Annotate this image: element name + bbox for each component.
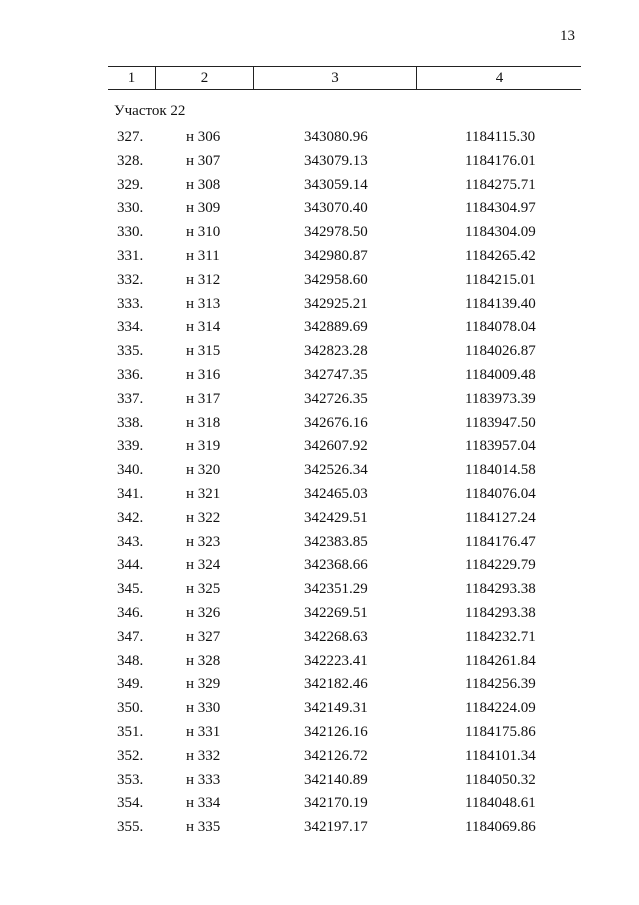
row-number: 328. bbox=[117, 152, 144, 169]
row-number: 344. bbox=[117, 557, 144, 574]
point-id: н 315 bbox=[186, 343, 221, 360]
coord-x: 342149.31 bbox=[304, 700, 368, 717]
coord-y: 1184304.09 bbox=[465, 224, 536, 241]
point-id: н 317 bbox=[186, 390, 221, 407]
row-number: 355. bbox=[117, 819, 144, 836]
table-row bbox=[0, 245, 639, 269]
coord-x: 342925.21 bbox=[304, 295, 368, 312]
coord-x: 342383.85 bbox=[304, 533, 368, 550]
coord-x: 342980.87 bbox=[304, 247, 368, 264]
table-row bbox=[0, 340, 639, 364]
page-number: 13 bbox=[560, 28, 575, 44]
coord-y: 1184076.04 bbox=[465, 485, 536, 502]
header-col-2: 2 bbox=[155, 67, 253, 89]
point-id: н 306 bbox=[186, 129, 221, 145]
table-row bbox=[0, 316, 639, 340]
point-id: н 313 bbox=[186, 295, 221, 312]
coord-x: 342526.34 bbox=[304, 462, 368, 479]
coord-y: 1184139.40 bbox=[465, 295, 536, 312]
row-number: 331. bbox=[117, 247, 144, 264]
table-row bbox=[0, 554, 639, 578]
coord-y: 1183957.04 bbox=[465, 438, 536, 455]
coord-y: 1184050.32 bbox=[465, 771, 536, 788]
coord-x: 342429.51 bbox=[304, 509, 368, 526]
table-row bbox=[0, 745, 639, 769]
point-id: н 333 bbox=[186, 771, 221, 788]
point-id: н 320 bbox=[186, 462, 221, 479]
point-id: н 314 bbox=[186, 319, 221, 336]
coord-x: 342747.35 bbox=[304, 366, 368, 383]
table-row bbox=[0, 531, 639, 555]
table-row bbox=[0, 435, 639, 459]
coord-y: 1184175.86 bbox=[465, 723, 536, 740]
row-number: 347. bbox=[117, 628, 144, 645]
row-number: 333. bbox=[117, 295, 144, 312]
coord-y: 1184009.48 bbox=[465, 366, 536, 383]
row-number: 329. bbox=[117, 176, 144, 193]
table-row bbox=[0, 507, 639, 531]
coord-y: 1184256.39 bbox=[465, 676, 536, 693]
row-number: 335. bbox=[117, 343, 144, 360]
table-row bbox=[0, 578, 639, 602]
row-number: 342. bbox=[117, 509, 144, 526]
point-id: н 328 bbox=[186, 652, 221, 669]
table-row bbox=[0, 792, 639, 816]
coord-y: 1183947.50 bbox=[465, 414, 536, 431]
row-number: 346. bbox=[117, 604, 144, 621]
coord-y: 1184026.87 bbox=[465, 343, 536, 360]
table-row bbox=[0, 673, 639, 697]
coord-y: 1184215.01 bbox=[465, 271, 536, 288]
coord-y: 1184293.38 bbox=[465, 581, 536, 598]
table-row bbox=[0, 412, 639, 436]
row-number: 336. bbox=[117, 366, 144, 383]
coordinate-table-body bbox=[0, 126, 639, 840]
coord-x: 342126.72 bbox=[304, 747, 368, 764]
table-header bbox=[108, 66, 581, 90]
row-number: 352. bbox=[117, 747, 144, 764]
table-row bbox=[0, 769, 639, 793]
coord-x: 342726.35 bbox=[304, 390, 368, 407]
table-row bbox=[0, 126, 639, 150]
row-number: 332. bbox=[117, 271, 144, 288]
coord-y: 1184261.84 bbox=[465, 652, 536, 669]
header-col-1: 1 bbox=[127, 70, 136, 86]
table-row bbox=[0, 602, 639, 626]
coord-x: 343059.14 bbox=[304, 176, 368, 193]
table-row bbox=[0, 697, 639, 721]
table-row bbox=[0, 650, 639, 674]
header-col-3: 3 bbox=[253, 67, 416, 89]
table-row bbox=[0, 388, 639, 412]
coord-y: 1184293.38 bbox=[465, 604, 536, 621]
point-id: н 330 bbox=[186, 700, 221, 717]
point-id: н 323 bbox=[186, 533, 221, 550]
row-number: 349. bbox=[117, 676, 144, 693]
point-id: н 318 bbox=[186, 414, 221, 431]
coord-y: 1184232.71 bbox=[465, 628, 536, 645]
point-id: н 310 bbox=[186, 224, 221, 241]
table-row bbox=[0, 459, 639, 483]
table-row bbox=[0, 150, 639, 174]
row-number: 334. bbox=[117, 319, 144, 336]
row-number: 327. bbox=[117, 129, 144, 145]
coord-x: 342197.17 bbox=[304, 819, 368, 836]
coord-y: 1184048.61 bbox=[465, 795, 536, 812]
coord-x: 342958.60 bbox=[304, 271, 368, 288]
coord-x: 342170.19 bbox=[304, 795, 368, 812]
point-id: н 308 bbox=[186, 176, 221, 193]
coord-x: 342978.50 bbox=[304, 224, 368, 241]
coord-x: 342465.03 bbox=[304, 485, 368, 502]
coord-x: 342182.46 bbox=[304, 676, 368, 693]
table-row bbox=[0, 293, 639, 317]
coord-y: 1184069.86 bbox=[465, 819, 536, 836]
point-id: н 329 bbox=[186, 676, 221, 693]
row-number: 339. bbox=[117, 438, 144, 455]
coord-y: 1184176.01 bbox=[465, 152, 536, 169]
row-number: 338. bbox=[117, 414, 144, 431]
coord-y: 1184229.79 bbox=[465, 557, 536, 574]
coord-x: 342823.28 bbox=[304, 343, 368, 360]
coord-y: 1184078.04 bbox=[465, 319, 536, 336]
coord-x: 342607.92 bbox=[304, 438, 368, 455]
coord-x: 342140.89 bbox=[304, 771, 368, 788]
coord-x: 342223.41 bbox=[304, 652, 368, 669]
section-title: Участок 22 bbox=[114, 103, 186, 119]
point-id: н 319 bbox=[186, 438, 221, 455]
row-number: 353. bbox=[117, 771, 144, 788]
row-number: 354. bbox=[117, 795, 144, 812]
coord-y: 1184275.71 bbox=[465, 176, 536, 193]
coord-y: 1183973.39 bbox=[465, 390, 536, 407]
point-id: н 324 bbox=[186, 557, 221, 574]
coord-x: 343070.40 bbox=[304, 200, 368, 217]
row-number: 337. bbox=[117, 390, 144, 407]
row-number: 341. bbox=[117, 485, 144, 502]
table-row bbox=[0, 483, 639, 507]
point-id: н 312 bbox=[186, 271, 221, 288]
coord-y: 1184304.97 bbox=[465, 200, 536, 217]
table-row bbox=[0, 174, 639, 198]
table-row bbox=[0, 197, 639, 221]
coord-y: 1184014.58 bbox=[465, 462, 536, 479]
point-id: н 309 bbox=[186, 200, 221, 217]
row-number: 351. bbox=[117, 723, 144, 740]
point-id: н 327 bbox=[186, 628, 221, 645]
coord-x: 342368.66 bbox=[304, 557, 368, 574]
point-id: н 322 bbox=[186, 509, 221, 526]
point-id: н 326 bbox=[186, 604, 221, 621]
coord-x: 343079.13 bbox=[304, 152, 368, 169]
point-id: н 334 bbox=[186, 795, 221, 812]
point-id: н 316 bbox=[186, 366, 221, 383]
point-id: н 331 bbox=[186, 723, 221, 740]
table-row bbox=[0, 816, 639, 840]
table-row bbox=[0, 626, 639, 650]
coord-y: 1184265.42 bbox=[465, 247, 536, 264]
table-row bbox=[0, 364, 639, 388]
row-number: 350. bbox=[117, 700, 144, 717]
point-id: н 307 bbox=[186, 152, 221, 169]
table-row bbox=[0, 721, 639, 745]
coord-x: 342889.69 bbox=[304, 319, 368, 336]
coord-y: 1184224.09 bbox=[465, 700, 536, 717]
coord-y: 1184101.34 bbox=[465, 747, 536, 764]
table-row bbox=[0, 269, 639, 293]
row-number: 345. bbox=[117, 581, 144, 598]
coord-y: 1184115.30 bbox=[465, 129, 536, 145]
point-id: н 335 bbox=[186, 819, 221, 836]
coord-y: 1184127.24 bbox=[465, 509, 536, 526]
coord-x: 342351.29 bbox=[304, 581, 368, 598]
row-number: 343. bbox=[117, 533, 144, 550]
point-id: н 321 bbox=[186, 485, 221, 502]
table-row bbox=[0, 221, 639, 245]
header-col-4: 4 bbox=[416, 67, 582, 89]
coord-x: 342268.63 bbox=[304, 628, 368, 645]
coord-x: 342126.16 bbox=[304, 723, 368, 740]
coord-x: 342269.51 bbox=[304, 604, 368, 621]
row-number: 330. bbox=[117, 200, 144, 217]
coord-x: 343080.96 bbox=[304, 129, 368, 145]
row-number: 340. bbox=[117, 462, 144, 479]
coord-y: 1184176.47 bbox=[465, 533, 536, 550]
coord-x: 342676.16 bbox=[304, 414, 368, 431]
point-id: н 325 bbox=[186, 581, 221, 598]
row-number: 348. bbox=[117, 652, 144, 669]
point-id: н 311 bbox=[186, 247, 220, 264]
point-id: н 332 bbox=[186, 747, 221, 764]
row-number: 330. bbox=[117, 224, 144, 241]
